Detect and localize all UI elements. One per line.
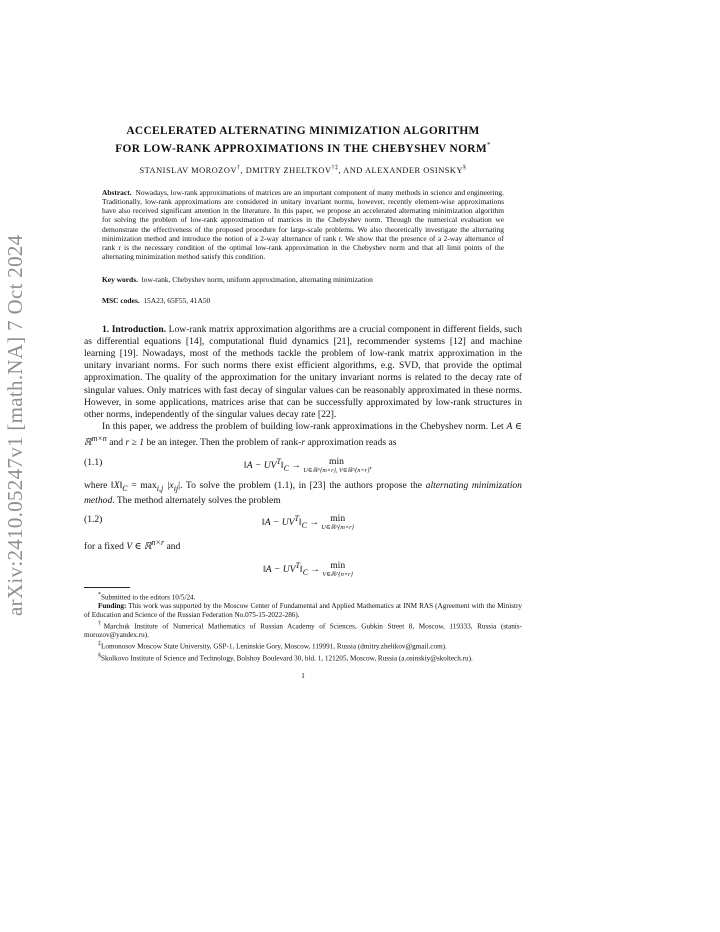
title-line-2: FOR LOW-RANK APPROXIMATIONS IN THE CHEBYSHEV NORM*: [115, 141, 491, 155]
equation-body: ‖A − $UV^T‖_C \to \min$ U∈ℝ^{m×r}: [262, 513, 354, 532]
equation-number: (1.2): [84, 514, 103, 526]
equation-body: ‖A − $UV^T‖_C \to \min$ V∈ℝ^{n×r}: [263, 559, 353, 578]
equation-body: ‖A − $UV^T‖_C \to \min$ U∈ℝ^{m×r}, V∈ℝ^{n×r} ,: [244, 455, 372, 474]
abstract: [102, 188, 504, 262]
footnote-affiliation-inm: †Marchuk Institute of Numerical Mathematics of Russian Academy of Sciences, Gubkin Street 8, Moscow, 119333, Russia (stanis-morozov@yandex.ru).: [84, 620, 522, 640]
text-after-eq-1-2: for a fixed V ∈ ℝ$^{n\times r}$ and: [84, 538, 181, 553]
text-after-eq-1-1: where $‖X‖_C = \max_{i,j} |x_{ij}|$. To solve the problem (1.1), in [23] the authors propose the alternating minimization method. The method alternately solves the problem: [84, 479, 522, 506]
msc-label: MSC codes.: [102, 295, 140, 305]
footnotes: [84, 591, 522, 664]
abstract-label: Abstract.: [102, 187, 132, 197]
footnote-affiliation-skoltech: §Skolkovo Institute of Science and Technology, Bolshoy Boulevard 30, bld. 1, 121205, Moscow, Russia (a.osinskiy@skoltech.ru).: [98, 652, 473, 663]
arxiv-identifier-stamp: arXiv:2410.05247v1 [math.NA] 7 Oct 2024: [3, 234, 27, 616]
paper-page: [84, 124, 522, 680]
equation-number: (1.1): [84, 456, 103, 468]
section-heading: 1. Introduction.: [102, 323, 167, 335]
footnote-rule: [84, 587, 130, 588]
min-operator: min U∈ℝ^{m×r}, V∈ℝ^{n×r}: [303, 455, 370, 474]
keywords-text: low-rank, Chebyshev norm, uniform approximation, alternating minimization: [141, 274, 373, 284]
min-operator: min V∈ℝ^{n×r}: [322, 559, 353, 578]
footnote-affiliation-msu: ‡Lomonosov Moscow State University, GSP-1, Leninskie Gory, Moscow, 119991, Russia (dmitry.zheltkov@gmail.com).: [98, 641, 447, 651]
intro-paragraph-1: 1. Introduction. Low-rank matrix approximation algorithms are a crucial component in different fields, such as differential equations [14], computational fluid dynamics [21], recommender systems [12] and machine learning [19]. Nowadays, most of the methods tackle the problem of low-rank matrix approximation in the unitary invariant norms. For such norms there exist efficient algorithms, e.g. SVD, that provide the optimal approximation. The quality of the approximation for the unitary invariant norms is related to the decay rate of singular values. Only matrices with fast decay of singular values can be reasonably approximated in these norms. However, in some applications, matrices arise that can be successfully approximated by low-rank structures in other norms, independently of the singular values decay rate [22].: [84, 323, 523, 421]
equation-unnumbered: [84, 561, 522, 579]
intro-paragraph-2: In this paper, we address the problem of building low-rank approximations in the Chebyshev norm. Let A ∈ ℝ$^{m\times n}$ and r ≥ 1 be an integer. Then the problem of rank-r approximation reads as: [84, 421, 522, 449]
equation-1-2: [84, 514, 522, 532]
equation-1-1: [84, 457, 522, 475]
page-number: 1: [301, 671, 305, 681]
footnote-submitted: *Submitted to the editors 10/5/24.: [98, 591, 196, 601]
footnote-funding: Funding: This work was supported by the Moscow Center of Fundamental and Applied Mathematics at INM RAS (Agreement with the Ministry of Education and Science of the Russian Federation No.075-15-2022-286).: [84, 601, 522, 619]
author-list: STANISLAV MOROZOV†, DMITRY ZHELTKOV†‡, AND ALEXANDER OSINSKY§: [139, 164, 467, 175]
min-operator: min U∈ℝ^{m×r}: [321, 513, 354, 532]
msc-codes: [102, 296, 504, 306]
author-1: STANISLAV MOROZOV: [139, 165, 238, 175]
paper-title: [84, 124, 522, 156]
introduction-section: [84, 324, 522, 450]
keywords: [102, 275, 504, 285]
keywords-label: Key words.: [102, 274, 138, 284]
title-line-1: ACCELERATED ALTERNATING MINIMIZATION ALGORITHM: [126, 125, 480, 137]
author-3: ALEXANDER OSINSKY: [364, 165, 464, 175]
author-2: DMITRY ZHELTKOV: [245, 165, 332, 175]
abstract-text: Nowadays, low-rank approximations of matrices are an important component of many methods in science and engineering. Traditionally, low-rank approximations are considered in unitary invariant norms, however, recently element-wise approximations have also received significant attention in the literature. In this paper, we propose an accelerated alternating minimization algorithm for solving the problem of low-rank approximation of matrices in the Chebyshev norm. Through the numerical evaluation we demonstrate the effectiveness of the proposed procedure for large-scale problems. We also theoretically investigate the alternating minimization method and introduce the notion of a 2-way alternance of rank r. We show that the presence of a 2-way alternance of rank r is the necessary condition of the optimal low-rank approximation in the Chebyshev norm and that all limit points of the alternating minimization method satisfy this condition.: [102, 187, 504, 262]
msc-text: 15A23, 65F55, 41A50: [143, 295, 211, 305]
